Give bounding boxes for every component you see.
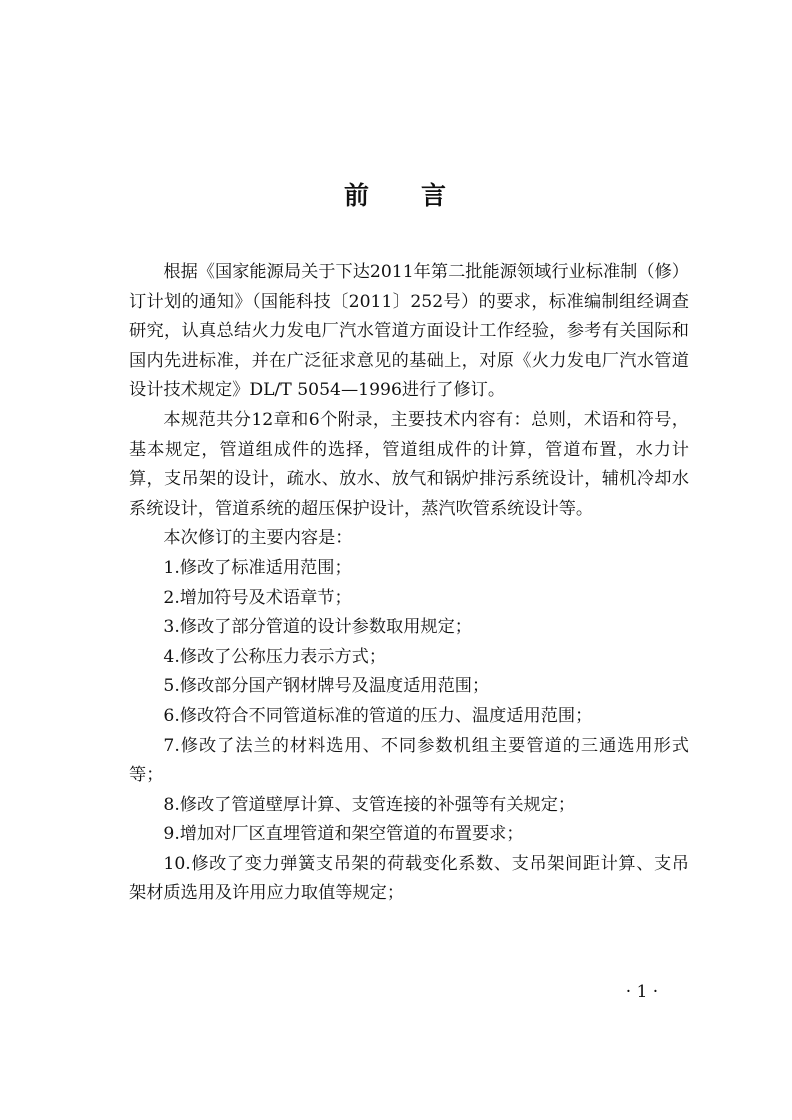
page-number: · 1 · (625, 982, 659, 1002)
revision-item-2: 2.增加符号及术语章节； (163, 587, 352, 608)
revision-item-3: 3.修改了部分管道的设计参数取用规定； (163, 617, 472, 638)
revision-item-10: 10.修改了变力弹簧支吊架的荷载变化系数、支吊架间距计算、支吊架材质选用及许用应力取值等规定； (129, 853, 689, 904)
revision-item-8: 8.修改了管道壁厚计算、支管连接的补强等有关规定； (163, 794, 576, 815)
revision-item-7: 7.修改了法兰的材料选用、不同参数机组主要管道的三通选用形式等； (129, 735, 689, 786)
title-char-1: 前 (343, 181, 371, 210)
paragraph-contents: 本规范共分12章和6个附录，主要技术内容有：总则，术语和符号，基本规定，管道组成件的选择，管道组成件的计算，管道布置，水力计算，支吊架的设计，疏水、放水、放气和锅炉排污系统设计，辅机冷却水系统设计，管道系统的超压保护设计，蒸汽吹管系统设计等。 (129, 409, 689, 519)
page-title (0, 176, 792, 212)
revision-item-4: 4.修改了公称压力表示方式； (163, 646, 387, 667)
paragraph-revision-lead: 本次修订的主要内容是： (163, 528, 353, 549)
revision-item-5: 5.修改部分国产钢材牌号及温度适用范围； (163, 676, 490, 697)
paragraph-intro: 根据《国家能源局关于下达2011年第二批能源领域行业标准制（修）订计划的通知》（国能科技〔2011〕252号）的要求，标准编制组经调查研究，认真总结火力发电厂汽水管道方面设计工作经验，参考有关国际和国内先进标准，并在广泛征求意见的基础上，对原《火力发电厂汽水管道设计技术规定》DL/T 5054—1996进行了修订。 (129, 262, 689, 401)
revision-item-6: 6.修改符合不同管道标准的管道的压力、温度适用范围； (163, 705, 593, 726)
revision-item-1: 1.修改了标准适用范围； (163, 557, 352, 578)
body-text (129, 258, 689, 909)
revision-item-9: 9.增加对厂区直埋管道和架空管道的布置要求； (163, 824, 524, 845)
title-char-2: 言 (421, 181, 449, 210)
